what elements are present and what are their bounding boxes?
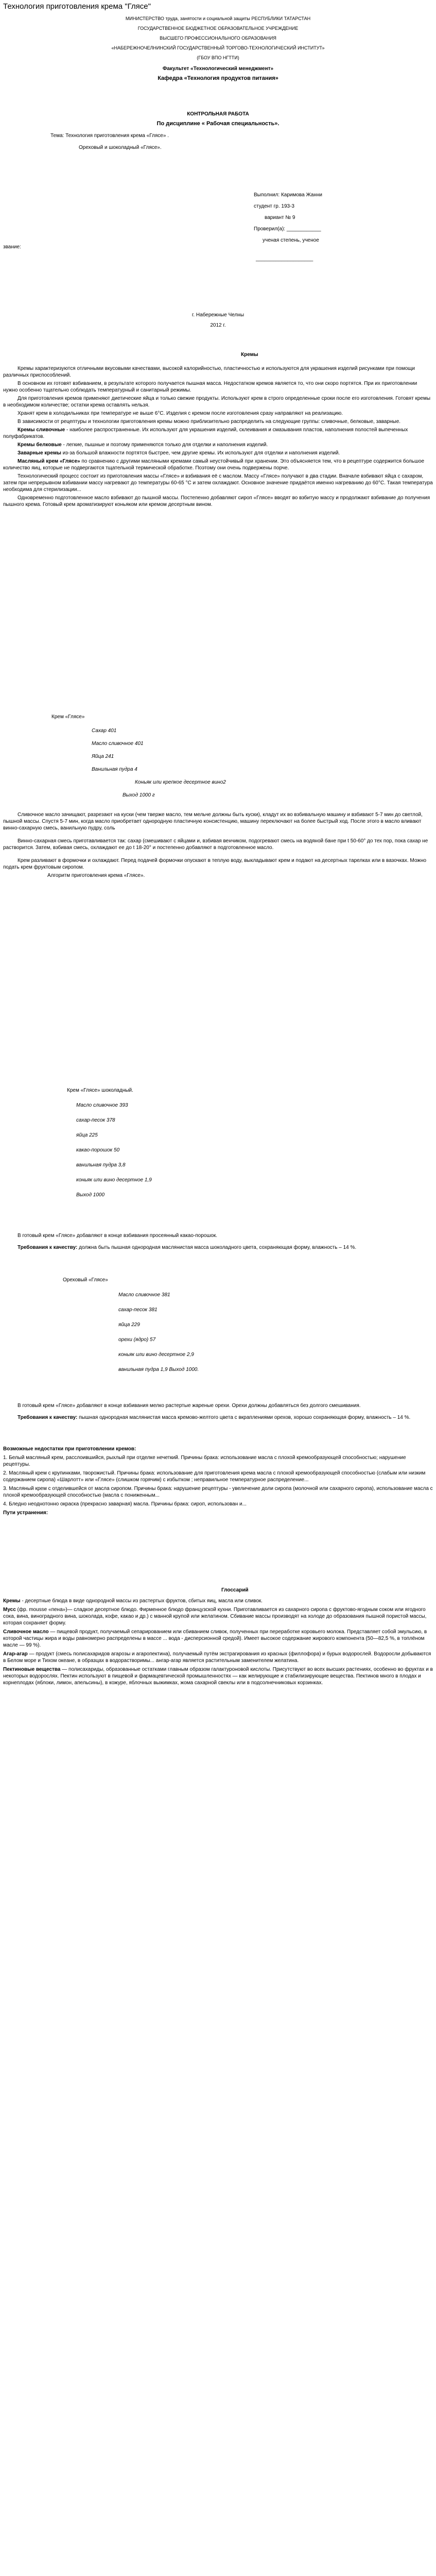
glossary-entry (0, 1666, 436, 1686)
recipe-output: ванильная пудра 1,9 Выход 1000. (118, 1367, 199, 1372)
recipe-item: какао-порошок 50 (76, 1147, 120, 1153)
glossary-text: — продукт (смесь полисахаридов агарозы и агаропектина), получаемый путём экстрагирования из красных (филлофора) и бурых водорослей. Водоросли добываются в Белом море и Тихом океане, в образцах в водорастворимы... ангар-агар является растительным заменителем желатина. (3, 1651, 431, 1664)
group-term: Кремы сливочные (18, 427, 65, 433)
intro-paragraph: Кремы характеризуются отличными вкусовыми качествами, высокой калорийностью, пластичностью и используются для украшения изделий рисунками при помощи различных приспособлений. (3, 366, 415, 378)
intro-paragraph: В зависимости от рецептуры и технологии приготовления кремы можно приблизительно распределить на следующие группы: сливочные, белковые, заварные. (18, 419, 401, 425)
recipe-item: сахар-песок 381 (118, 1307, 158, 1313)
glossary-title: Глоссарий (221, 1587, 249, 1593)
section-title: Кремы (241, 352, 258, 358)
glossary-term: Агар-агар (3, 1651, 28, 1657)
recipe-title: Ореховый «Глясе» (63, 1277, 108, 1283)
quality-paragraph (0, 1244, 436, 1251)
defect-item: 3. Масляный крем с отделившейся от масла сиропом. Причины брака: нарушение рецептуры - увеличение доли сиропа (молочной или сахарного сиропа), использование масла с плохой кремообразующей способностью (масла с пониженным... (3, 1486, 433, 1498)
group-term: Кремы белковые (18, 442, 62, 448)
recipe-output: Выход 1000 г (123, 792, 155, 798)
recipe-title: Крем «Глясе» шоколадный. (67, 1088, 133, 1093)
defects-block (0, 1446, 436, 1516)
header-line-1: МИНИСТЕРСТВО труда, занятости и социальной защиты РЕСПУБЛИКИ ТАТАРСТАН (125, 16, 311, 21)
group-term: Заварные кремы (18, 450, 61, 456)
recipe-item: коньяк или вино десертное 2,9 (118, 1352, 194, 1358)
student-group: студент гр. 193-3 (254, 204, 294, 209)
intro-paragraph: Для приготовления кремов применяют диетические яйца и только свежие продукты. Используют крем в строго определенные сроки после его изготовления. Готовят кремы в необходимом количестве; остатки крема оставлять нельзя. (3, 396, 431, 408)
intro-paragraph: Хранят крем в холодильниках при температуре не выше 6°С. Изделия с кремом после изготовления сразу направляют на реализацию. (18, 411, 343, 416)
method-block (0, 811, 436, 879)
checked-by: Проверил(а): ____________ (254, 226, 321, 232)
header-line-3: ВЫСШЕГО ПРОФЕССИОНАЛЬНОГО ОБРАЗОВАНИЯ (160, 36, 276, 41)
method-paragraph: Винно-сахарная смесь приготавливается так: сахар (смешивают с яйцами и, взбивая венчиком, подогревают смесь на водяной бане при t 50-60° до тех пор, пока сахар не растворится. Затем, взбивая смесь, охлаждают ее до t 18-20° и постепенно добавляют в подготовленное масло. (3, 838, 428, 851)
year: 2012 г. (210, 323, 226, 328)
group-text: - легкие, пышные и поэтому применяются только для отделки и наполнения изделий. (61, 442, 268, 448)
recipe-item: коньяк или вино десертное 1,9 (76, 1177, 152, 1183)
choco-paragraph: В готовый крем «Глясе» добавляют в конце взбивания просеянный какао-порошок. (18, 1233, 218, 1239)
main-content (0, 351, 436, 508)
glossary-entry (0, 1629, 436, 1649)
work-type: КОНТРОЛЬНАЯ РАБОТА (187, 111, 249, 117)
glossary-term: Кремы (3, 1598, 21, 1604)
glossary-entry (0, 1606, 436, 1626)
method-paragraph: Крем разливают в формочки и охлаждают. Перед подачей формочки опускают в теплую воду, выкладывают крем и подают на десертных тарелках или в вазочках. Можно подать крем фруктовым сиропом. (3, 858, 427, 870)
chocolate-notes (0, 1232, 436, 1251)
recipe-item: Ванильная пудра 4 (92, 767, 137, 772)
nut-paragraph: В готовый крем «Глясе» добавляют в конце взбивания мелко растертые жареные орехи. Орехи должны добавляться без долгого смешивания. (18, 1403, 361, 1409)
defects-title: Возможные недостатки при приготовлении кремов: (3, 1446, 136, 1452)
recipe-item: Яйца 241 (92, 754, 114, 759)
quality-text: должна быть пышная однородная маслянистая масса шоколадного цвета, сохраняющая форму, влажность – 14 %. (77, 1245, 357, 1250)
group-text: из-за большой влажности портятся быстрее, чем другие кремы. Их используют для отделки и наполнения изделий. (61, 450, 340, 456)
recipe-item: Коньяк или крепкое десертное вино2 (135, 779, 226, 785)
glossary-block (0, 1587, 436, 1686)
glossary-text: - десертные блюда в виде однородной массы из растертых фруктов, сбитых яиц, масла или сливок. (20, 1598, 263, 1604)
group-paragraph (0, 450, 436, 456)
recipe-item: Масло сливочное 393 (76, 1103, 128, 1108)
glossary-entry (0, 1651, 436, 1664)
recipe-glace (0, 714, 436, 799)
recipe-nut (0, 1277, 436, 1373)
recipe-item: яйца 229 (118, 1322, 140, 1328)
nut-notes (0, 1402, 436, 1421)
recipe-item: сахар-песок 378 (76, 1117, 115, 1123)
topic-line-1: Тема: Технология приготовления крема «Глясе» . (50, 133, 169, 139)
quality-paragraph (0, 1414, 436, 1421)
quality-term: Требования к качеству: (18, 1245, 78, 1250)
signature-line: ____________________ (256, 256, 313, 262)
recipe-title: Крем «Глясе» (51, 714, 85, 720)
topic-line-2: Ореховый и шоколадный «Глясе». (79, 145, 162, 150)
glossary-entry (0, 1598, 436, 1604)
fix-label: Пути устранения: (3, 1510, 48, 1516)
institution-header (0, 15, 436, 82)
variant-number: вариант № 9 (265, 215, 295, 221)
algorithm-title: Алгоритм приготовления крема «Глясе». (47, 873, 145, 878)
glossary-text: (фр. mousse «пена»)— сладкое десертное блюдо. Фирменное блюдо французской кухни. Приготавливается из сахарного сиропа с фруктово-ягодным соком или ягодного сока, вина, виноградного вина, шоколада, кофе, какао и др.) с манной крупой или желатином. Сбивание массы производят на холоде до образования пышной пористой массы, которая сохраняет форму. (3, 1607, 427, 1626)
method-paragraph: Сливочное масло зачищают, разрезают на куски (чем тверже масло, тем мельче должны быть куски), кладут их во взбивальную машину и взбивают 5-7 мин до светлой, пышной массы. Спустя 5-7 мин, когда масло приобретает однородную пластичную консистенцию, машину переключают на более быстрый ход. После этого в масло вливают винно-сахарную смесь, ванильную пудру, соль (3, 812, 423, 831)
faculty-name: Факультет «Технологический менеджмент» (162, 66, 274, 72)
cover-title-block (0, 111, 436, 151)
group-paragraph (0, 458, 436, 471)
defect-item: 1. Белый масляный крем, расслоившийся, рыхлый при отделке нечеткий. Причины брака: использование масла с плохой кремообразующей способностью; нарушение рецептуры. (3, 1455, 406, 1467)
tech-paragraph-2: Одновременно подготовленное масло взбивают до пышной массы. Постепенно добавляют сироп «Глясе» вводят во взбитую массу и продолжают взбивание до получения пышного крема. Готовый крем ароматизируют коньяком или кремом десертным вином. (3, 495, 430, 507)
group-term: Масляный крем «Глясе» (18, 459, 80, 464)
department-name: Кафедра «Технология продуктов питания» (158, 75, 278, 81)
recipe-output: Выход 1000 (76, 1192, 105, 1198)
glossary-text: — полисахариды, образованные остатками главным образом галактуроновой кислоты. Присутствуют во всех высших растениях, особенно во фруктах и в некоторых водорослях. Пектин используют в пищевой и фармацевтической промышленностях — как желирующие и стабилизирующие вещества. Пектинов много в плодах и корнеплодах (яблоки, лимон, апельсины), в кожуре, яблочных выжимках, жома сахарной свеклы или в подсолнечниковых корзинках. (3, 1667, 433, 1686)
recipe-item: Масло сливочное 401 (92, 741, 144, 747)
recipe-item: яйца 225 (76, 1132, 98, 1138)
city-year-block (0, 312, 436, 329)
city: г. Набережные Челны (191, 312, 245, 318)
header-line-5: (ГБОУ ВПО НГТТИ) (197, 55, 239, 60)
degree-label: ученая степень, ученое (263, 238, 319, 243)
author-block (0, 192, 436, 262)
rank-label: звание: (3, 244, 21, 250)
glossary-term: Пектиновые вещества (3, 1667, 61, 1672)
defect-item: 2. Масляный крем с крупинками, творожистый. Причины брака: использование для приготовления крема масла с плохой кремообразующей способностью (слабым или низким содержанием сиропа) «Шарлотт» или «Глясе» (слишком горячим) с избытком ; неправильное температурное распределение... (3, 1470, 426, 1483)
group-paragraph (0, 427, 436, 440)
glossary-text: — пищевой продукт, получаемый сепарированием или сбиванием сливок, полученных при переработке коровьего молока. Представляет собой эмульсию, в которой частицы жира и воды равномерно распределены в массе ... вода - дисперсионной средой). Имеет высокое содержание жирового компонента (50—82,5 %, в топлёном масле — 99 %). (3, 1629, 427, 1648)
recipe-item: Масло сливочное 381 (118, 1292, 170, 1298)
recipe-item: Сахар 401 (92, 728, 117, 734)
group-text: по сравнению с другими масляными кремами самый неустойчивый при хранении. Это объясняется тем, что в рецептуре содержится большое количество яиц, которые не подвергаются тщательной термической обработке. Поэтому они очень подвержены порче. (3, 459, 425, 471)
recipe-item: орехи (ядро) 57 (118, 1337, 156, 1343)
discipline: По дисциплине « Рабочая специальность». (156, 121, 280, 127)
header-line-2: ГОСУДАРСТВЕННОЕ БЮДЖЕТНОЕ ОБРАЗОВАТЕЛЬНОЕ УЧРЕЖДЕНИЕ (137, 26, 299, 31)
intro-paragraph: В основном их готовят взбиванием, в результате которого получается пышная масса. Недостатком кремов является то, что они скоро портятся. При их приготовлении нужно особенно тщательно соблюдать температурный и санитарный режимы. (3, 381, 417, 393)
group-text: - наиболее распространенные. Их используют для украшения изделий, склеивания и смазывания пластов, наполнения полостей выпеченных полуфабрикатов. (3, 427, 408, 439)
quality-text: пышная однородная маслянистая масса кремово-желтого цвета с вкраплениями орехов, хорошо сохраняющая форму, влажность – 14 %. (77, 1415, 411, 1420)
tech-paragraph: Технологический процесс состоит из приготовления массы «Глясе» и взбивания её с маслом. Массу «Глясе» получают в два стадии. Вначале взбивают яйца с сахаром, затем при непрерывном взбивании массу нагревают до температуры 60-65 °C и затем охлаждают. Основное значение придаётся именно нагреванию до 60°C. Такая температура необходима для стерилизации... (3, 473, 433, 493)
recipe-chocolate (0, 1087, 436, 1198)
quality-term: Требования к качеству: (18, 1415, 78, 1420)
page-title: Технология приготовления крема "Глясе" (3, 2, 151, 11)
recipe-item: ванильная пудра 3,8 (76, 1162, 126, 1168)
group-paragraph (0, 442, 436, 448)
performed-by: Выполнил: Каримова Жанни (254, 192, 322, 198)
glossary-term: Сливочное масло (3, 1629, 49, 1635)
header-line-4: «НАБЕРЕЖНОЧЕЛНИНСКИЙ ГОСУДАРСТВЕННЫЙ ТОРГОВО-ТЕХНОЛОГИЧЕСКИЙ ИНСТИТУТ» (111, 45, 325, 50)
glossary-term: Мусс (3, 1607, 16, 1613)
defect-item: 4. Бледно неоднотонно окраска (прекрасно заварная) масла. Причины брака: сироп, использован и... (3, 1501, 247, 1507)
